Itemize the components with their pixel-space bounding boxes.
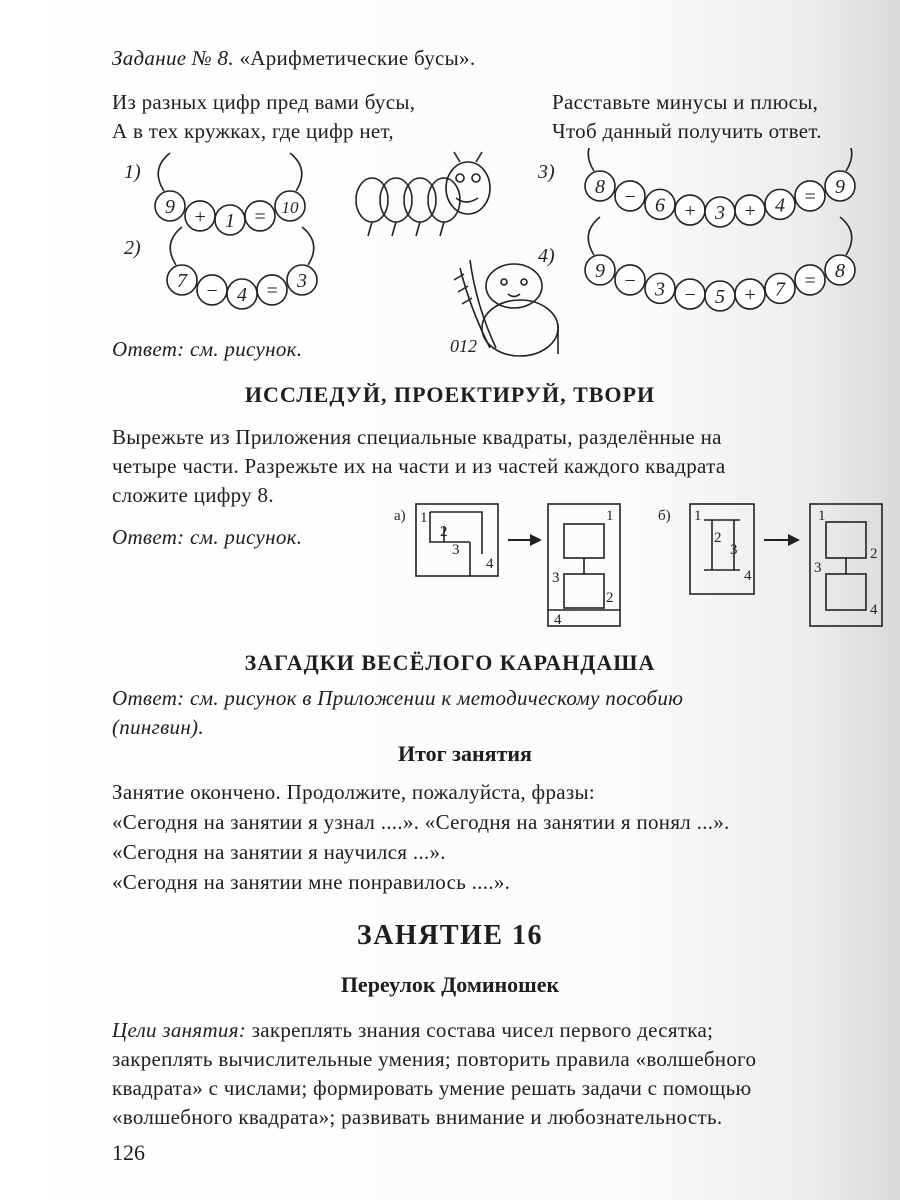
- bead-string: [158, 153, 170, 191]
- bead-chain-4: [538, 217, 855, 311]
- b8-piece-1: 1: [818, 508, 826, 524]
- bead-string: [588, 217, 600, 255]
- research-heading: ИССЛЕДУЙ, ПРОЕКТИРУЙ, ТВОРИ: [244, 382, 656, 407]
- b-piece-4: 4: [744, 568, 752, 584]
- arrow-a-icon: [508, 534, 542, 546]
- bead-text: =: [253, 205, 267, 228]
- lesson-subtitle: Переулок Доминошек: [340, 972, 560, 997]
- bead-chain-label: 1): [124, 161, 141, 183]
- goals-line-1: [112, 1018, 713, 1043]
- bead-text: +: [193, 205, 207, 228]
- bead-text: +: [743, 284, 757, 307]
- b-piece-1: 1: [694, 508, 702, 524]
- bead-chain-label: 3): [538, 161, 555, 183]
- bead-text: 9: [595, 260, 605, 282]
- b8-piece-4: 4: [870, 602, 878, 618]
- research-line-3: сложите цифру 8.: [112, 483, 274, 507]
- picture-caption: 012: [450, 336, 477, 356]
- bead-chain-3: [537, 148, 855, 227]
- task8-title: [112, 46, 475, 71]
- bead-text: −: [623, 269, 637, 292]
- bead-diagrams: [110, 148, 900, 368]
- bead-text: −: [683, 284, 697, 307]
- bead-text: 8: [835, 260, 845, 282]
- riddles-heading: ЗАГАДКИ ВЕСЁЛОГО КАРАНДАША: [244, 650, 656, 675]
- bead-text: 3: [655, 278, 665, 301]
- b-piece-3: 3: [730, 542, 738, 558]
- a-piece-4: 4: [486, 556, 494, 572]
- goals-line-3: квадрата» с числами; формировать умение решать задачи с помощью: [112, 1076, 752, 1100]
- bead-text: 4: [775, 194, 785, 217]
- bead-text: 7: [775, 278, 785, 301]
- a-piece-3: 3: [452, 542, 460, 558]
- bead-text: 10: [281, 198, 299, 217]
- summary-heading: Итог занятия: [398, 741, 532, 766]
- a-piece-1: 1: [420, 510, 428, 526]
- task8-title-name: «Арифметические бусы».: [233, 46, 476, 70]
- bead-text: 5: [715, 286, 725, 308]
- summary-line-4: «Сегодня на занятии мне понравилось ....».: [112, 870, 511, 894]
- summary-line-3: «Сегодня на занятии я научился ...».: [112, 840, 446, 864]
- bead-text: =: [265, 279, 279, 302]
- goals-label: Цели занятия:: [112, 1018, 247, 1042]
- bead-text: 7: [177, 270, 187, 292]
- bead-string: [588, 148, 600, 171]
- a8-piece-1: 1: [606, 508, 614, 524]
- task8-answer: Ответ: см. рисунок.: [112, 337, 303, 361]
- bead-text: 8: [595, 176, 605, 198]
- a-piece-2: 2: [440, 524, 448, 540]
- bead-string: [290, 153, 302, 191]
- bead-chain-2: [124, 227, 317, 309]
- poem-left-1: Из разных цифр пред вами бусы,: [112, 90, 416, 114]
- bead-chain-label: 4): [538, 245, 555, 267]
- poem-right-2: Чтоб данный получить ответ.: [552, 119, 822, 143]
- label-b: б): [658, 508, 671, 524]
- a8-piece-3: 3: [552, 570, 560, 586]
- bead-text: +: [743, 200, 757, 223]
- summary-line-2: «Сегодня на занятии я узнал ....». «Сегодня на занятии я понял ...».: [112, 810, 730, 834]
- bead-text: +: [683, 200, 697, 223]
- task8-title-prefix: Задание № 8.: [112, 46, 234, 70]
- research-line-1: Вырежьте из Приложения специальные квадраты, разделённые на: [112, 425, 722, 449]
- bead-text: 9: [835, 176, 845, 198]
- arrow-b-icon: [764, 534, 800, 546]
- bead-string: [170, 227, 182, 265]
- riddles-answer-2: (пингвин).: [112, 715, 204, 739]
- label-a: а): [394, 508, 406, 524]
- bead-text: −: [623, 185, 637, 208]
- research-line-2: четыре части. Разрежьте их на части и из частей каждого квадрата: [112, 454, 726, 478]
- b8-piece-2: 2: [870, 546, 878, 562]
- goals-line-2: закреплять вычислительные умения; повторить правила «волшебного: [112, 1047, 757, 1071]
- bead-text: 3: [297, 270, 307, 292]
- bead-text: −: [205, 279, 219, 302]
- b8-piece-3: 3: [814, 560, 822, 576]
- bead-chain-label: 2): [124, 237, 141, 259]
- research-answer: Ответ: см. рисунок.: [112, 525, 303, 549]
- square-diagrams: [390, 498, 900, 638]
- a8-piece-2: 2: [606, 590, 614, 606]
- bead-text: 6: [655, 194, 665, 217]
- bead-chain-1: [124, 153, 305, 235]
- b-piece-2: 2: [714, 530, 722, 546]
- bead-text: =: [803, 269, 817, 292]
- riddles-answer-1: Ответ: см. рисунок в Приложении к методическому пособию: [112, 686, 684, 710]
- bead-text: 3: [715, 202, 725, 224]
- goals-line-4: «волшебного квадрата»; развивать внимание и любознательность.: [112, 1105, 723, 1129]
- poem-left-2: А в тех кружках, где цифр нет,: [112, 119, 394, 143]
- lesson-title: ЗАНЯТИЕ 16: [356, 920, 544, 951]
- bead-text: 1: [225, 210, 235, 232]
- a8-piece-4: 4: [554, 612, 562, 628]
- caterpillar-illustration: [356, 152, 490, 236]
- bead-text: =: [803, 185, 817, 208]
- bead-text: 4: [237, 284, 247, 306]
- bead-string: [840, 217, 852, 255]
- bead-string: [302, 227, 314, 265]
- poem-right-1: Расставьте минусы и плюсы,: [552, 90, 819, 114]
- bead-string: [840, 148, 852, 171]
- goals-text-1: закреплять знания состава чисел первого десятка;: [246, 1018, 714, 1042]
- summary-line-1: Занятие окончено. Продолжите, пожалуйста, фразы:: [112, 780, 596, 804]
- bead-text: 9: [165, 196, 175, 218]
- page-number: 126: [112, 1140, 145, 1165]
